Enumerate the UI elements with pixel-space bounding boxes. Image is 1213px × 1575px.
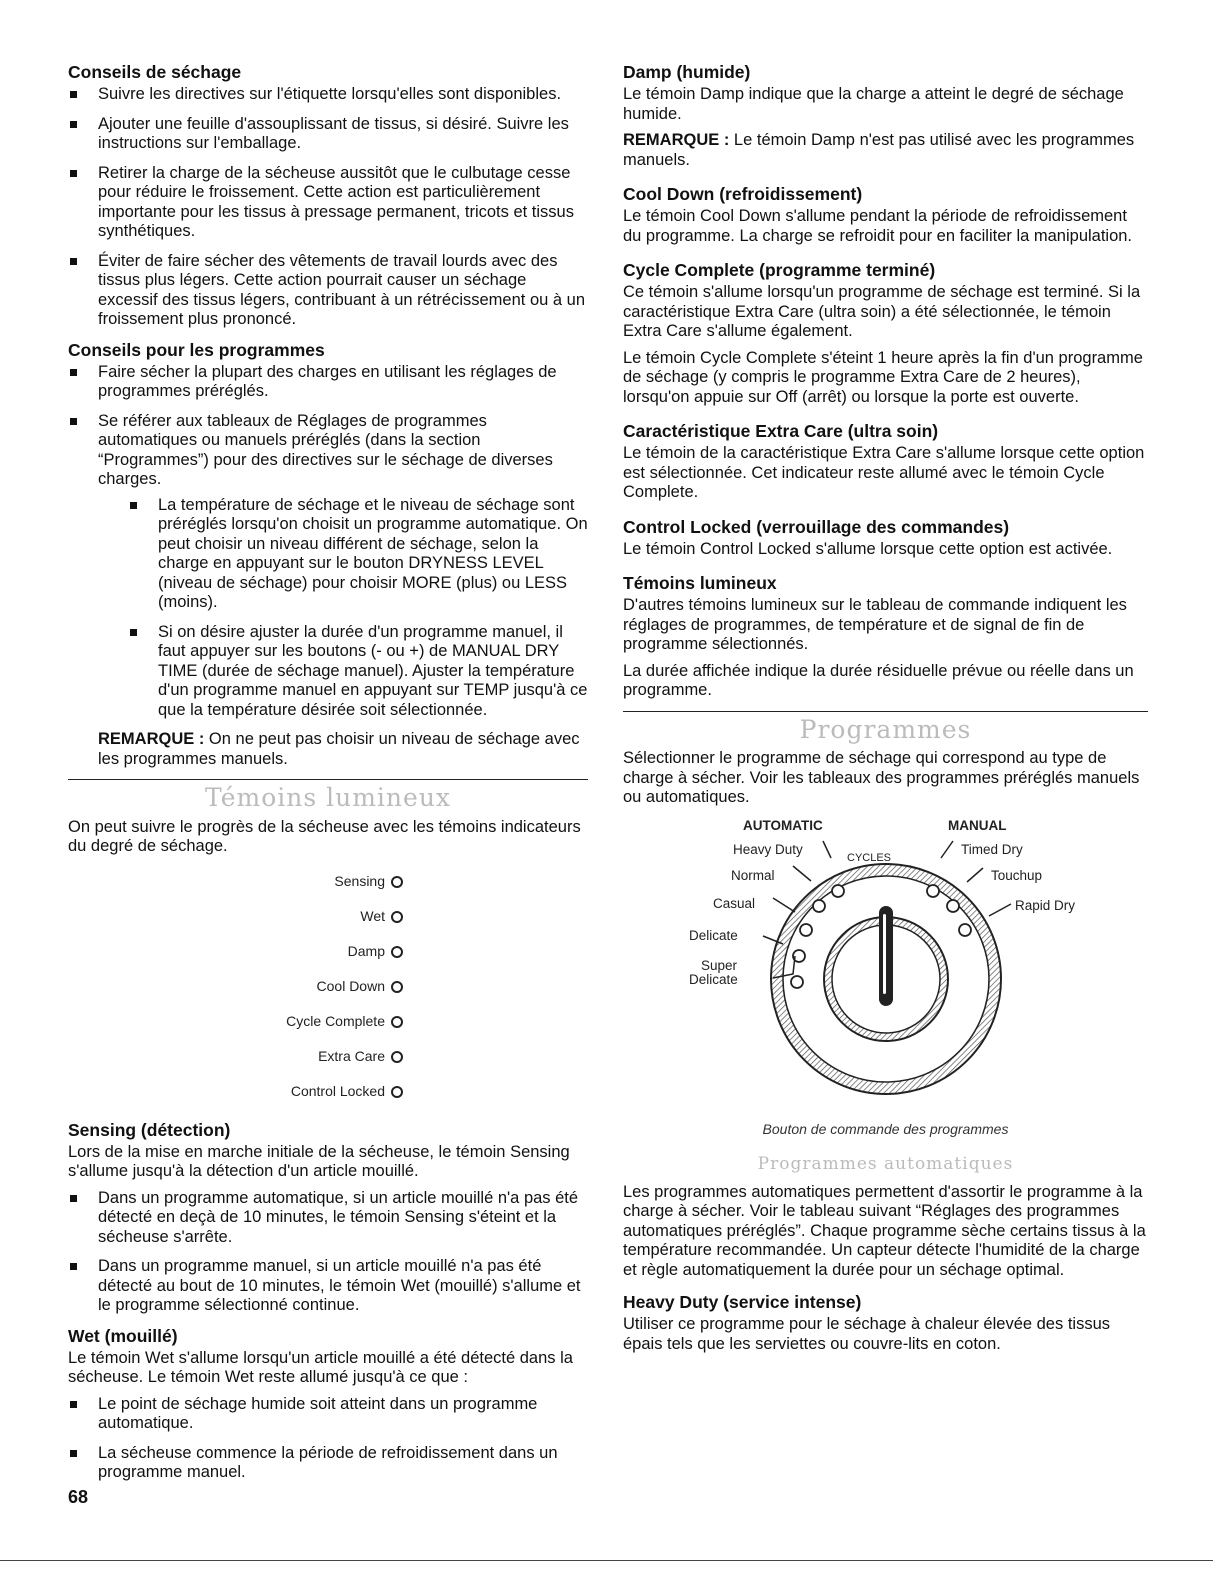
note-text: On ne peut pas choisir un niveau de séchage avec les programmes manuels. — [98, 730, 580, 768]
wet-title: Wet (mouillé) — [68, 1325, 178, 1346]
program-tips-title: Conseils pour les programmes — [68, 339, 325, 360]
indicator-label: Cycle Complete — [286, 1013, 385, 1030]
indicator-damp — [68, 935, 403, 970]
indicator-light-icon — [391, 1086, 403, 1098]
extra-care-title: Caractéristique Extra Care (ultra soin) — [623, 421, 939, 441]
list-item: Dans un programme manuel, si un article mouillé n'a pas été détecté au bout de 10 minutes, le témoin Wet (mouillé) s'allume et le programme sélectionné continue. — [68, 1257, 588, 1316]
program-tips-list — [68, 363, 588, 721]
dial-manual-label: MANUAL — [948, 817, 1007, 833]
drying-tips-list — [68, 85, 588, 330]
note-label: REMARQUE : — [98, 730, 205, 748]
list-item — [68, 412, 588, 721]
cycle-complete-title: Cycle Complete (programme terminé) — [623, 260, 936, 280]
wet-list — [68, 1395, 588, 1483]
list-item: Faire sécher la plupart des charges en utilisant les réglages de programmes préréglés. — [68, 363, 588, 402]
list-item: La sécheuse commence la période de refroidissement dans un programme manuel. — [68, 1444, 588, 1483]
dial-touchup-label: Touchup — [991, 867, 1043, 883]
cool-down-title: Cool Down (refroidissement) — [623, 184, 863, 204]
list-item: Ajouter une feuille d'assouplissant de tissus, si désiré. Suivre les instructions sur l'emballage. — [68, 115, 588, 154]
note-text: Le témoin Damp n'est pas utilisé avec les programmes manuels. — [623, 131, 1135, 169]
indicator-list — [68, 865, 403, 1110]
bottom-rule — [0, 1560, 1213, 1561]
cycle-dial-diagram — [623, 816, 1148, 1116]
indicator-light-icon — [391, 1016, 403, 1028]
heavy-duty-text: Utiliser ce programme pour le séchage à chaleur élevée des tissus épais tels que les serviettes ou couvre-lits en coton. — [623, 1315, 1110, 1353]
dial-casual-label: Casual — [713, 895, 756, 911]
sensing-text: Lors de la mise en marche initiale de la sécheuse, le témoin Sensing s'allume jusqu'à la détection d'un article mouillé. — [68, 1142, 570, 1180]
indicator-sensing — [68, 865, 403, 900]
auto-programs-heading: Programmes automatiques — [757, 1154, 1014, 1174]
dial-super-label: Super — [701, 957, 738, 973]
list-item: Retirer la charge de la sécheuse aussitôt que le culbutage cesse pour réduire le froissement. Cette action est particulièrement importante pour les tissus à pressage permanent, tricots et tissus synthétiques. — [68, 164, 588, 242]
control-locked-text: Le témoin Control Locked s'allume lorsque cette option est activée. — [623, 539, 1113, 558]
indicator-label: Control Locked — [290, 1083, 385, 1100]
indicator-extra-care — [68, 1040, 403, 1075]
indicator-wet — [68, 900, 403, 935]
list-item: Si on désire ajuster la durée d'un programme manuel, il faut appuyer sur les boutons (- ou +) de MANUAL DRY TIME (durée de séchage manuel). Ajuster la température d'un programme manuel en appuyant sur TEMP jusqu'à ce que la température désirée soit sélectionnée. — [128, 623, 588, 721]
indicator-light-icon — [391, 876, 403, 888]
extra-care-text: Le témoin de la caractéristique Extra Care s'allume lorsque cette option est sélectionnée. Cet indicateur reste allumé avec le témoin Cycle Complete. — [623, 444, 1145, 501]
damp-note — [623, 131, 1148, 170]
cycle-complete-text-2: Le témoin Cycle Complete s'éteint 1 heure après la fin d'un programme de séchage (y compris le programme Extra Care de 2 heures), lorsqu'on appuie sur Off (arrêt) ou lorsque la porte est ouverte. — [623, 348, 1143, 406]
drying-tips-title: Conseils de séchage — [68, 62, 242, 82]
wet-text: Le témoin Wet s'allume lorsqu'un article mouillé a été détecté dans la sécheuse. Le témoin Wet reste allumé jusqu'à ce que : — [68, 1348, 573, 1386]
indicator-label: Extra Care — [318, 1048, 385, 1065]
note-label: REMARQUE : — [623, 131, 730, 149]
dial-heavy-duty-label: Heavy Duty — [733, 841, 803, 857]
programs-intro: Sélectionner le programme de séchage qui correspond au type de charge à sécher. Voir les tableaux des programmes préréglés manuels ou automatiques. — [623, 749, 1140, 806]
dial-cycles-label: CYCLES — [847, 851, 892, 864]
divider — [623, 711, 1148, 712]
right-column — [623, 62, 1148, 1361]
list-item: Dans un programme automatique, si un article mouillé n'a pas été détecté en deçà de 10 minutes, le témoin Sensing s'éteint et la sécheuse s'arrête. — [68, 1189, 588, 1248]
list-item: La température de séchage et le niveau de séchage sont préréglés lorsqu'on choisit un programme automatique. On peut choisir un niveau différent de séchage, selon la charge en appuyant sur le bouton DRYNESS LEVEL (niveau de séchage) pour choisir MORE (plus) ou LESS (moins). — [128, 496, 588, 613]
indicator-control-locked — [68, 1075, 403, 1110]
dial-normal-label: Normal — [731, 867, 775, 883]
indicator-label: Damp — [347, 943, 385, 960]
dial-automatic-label: AUTOMATIC — [743, 817, 823, 833]
dial-delicate-label: Delicate — [689, 927, 738, 943]
list-item: Le point de séchage humide soit atteint dans un programme automatique. — [68, 1395, 588, 1434]
divider — [68, 779, 588, 780]
damp-text: Le témoin Damp indique que la charge a atteint le degré de séchage humide. — [623, 85, 1124, 123]
list-item: Suivre les directives sur l'étiquette lorsqu'elles sont disponibles. — [68, 85, 588, 105]
damp-title: Damp (humide) — [623, 62, 751, 82]
indicator-cool-down — [68, 970, 403, 1005]
sensing-title: Sensing (détection) — [68, 1119, 231, 1140]
indicators-text-2: La durée affichée indique la durée résiduelle prévue ou réelle dans un programme. — [623, 661, 1134, 699]
control-locked-title: Control Locked (verrouillage des commandes) — [623, 516, 1010, 537]
indicator-light-icon — [391, 981, 403, 993]
program-tips-sublist — [128, 496, 588, 721]
cycle-complete-text-1: Ce témoin s'allume lorsqu'un programme de séchage est terminé. Si la caractéristique Extra Care (ultra soin) a été sélectionnée, le témoin Extra Care s'allume également. — [623, 283, 1141, 340]
indicator-light-icon — [391, 911, 403, 923]
dial-rapid-dry-label: Rapid Dry — [1015, 897, 1076, 913]
indicators-heading: Témoins lumineux — [204, 783, 452, 812]
dial-super-delicate-label: Delicate — [689, 971, 738, 987]
sensing-list — [68, 1189, 588, 1316]
indicator-label: Sensing — [334, 873, 385, 890]
indicator-label: Cool Down — [316, 978, 385, 995]
indicators-intro: On peut suivre le progrès de la sécheuse avec les témoins indicateurs du degré de séchage. — [68, 817, 581, 855]
cool-down-text: Le témoin Cool Down s'allume pendant la période de refroidissement du programme. La charge se refroidit pour en faciliter la manipulation. — [623, 207, 1133, 245]
page-number: 68 — [68, 1487, 89, 1507]
indicators-title: Témoins lumineux — [623, 573, 777, 593]
auto-programs-text: Les programmes automatiques permettent d'assortir le programme à la charge à sécher. Voir le tableau suivant “Réglages des programmes automatiques préréglés”. Chaque programme sèche certains tissus à la température recommandée. Un capteur détecte l'humidité de la charge et règle automatiquement la durée pour un séchage optimal. — [623, 1182, 1146, 1279]
left-column — [68, 62, 588, 1493]
list-item: Éviter de faire sécher des vêtements de travail lourds avec des tissus plus légers. Cette action pourrait causer un séchage excessif des tissus légers, contribuant à un rétrécissement ou à un froissement plus prononcé. — [68, 252, 588, 330]
dial-timed-dry-label: Timed Dry — [961, 841, 1023, 857]
indicator-light-icon — [391, 1051, 403, 1063]
indicators-text-1: D'autres témoins lumineux sur le tableau de commande indiquent les réglages de programmes, de température et de signal de fin de programme sélectionnés. — [623, 596, 1127, 653]
indicator-light-icon — [391, 946, 403, 958]
indicator-cycle-complete — [68, 1005, 403, 1040]
dial-caption: Bouton de commande des programmes — [762, 1120, 1009, 1137]
heavy-duty-title: Heavy Duty (service intense) — [623, 1292, 862, 1312]
indicator-label: Wet — [360, 908, 385, 925]
program-tips-note — [68, 730, 588, 769]
programs-heading: Programmes — [799, 714, 972, 744]
list-item-text: Se référer aux tableaux de Réglages de programmes automatiques ou manuels préréglés (dans la section “Programmes”) pour des directives sur le séchage de diverses charges. — [98, 411, 553, 488]
